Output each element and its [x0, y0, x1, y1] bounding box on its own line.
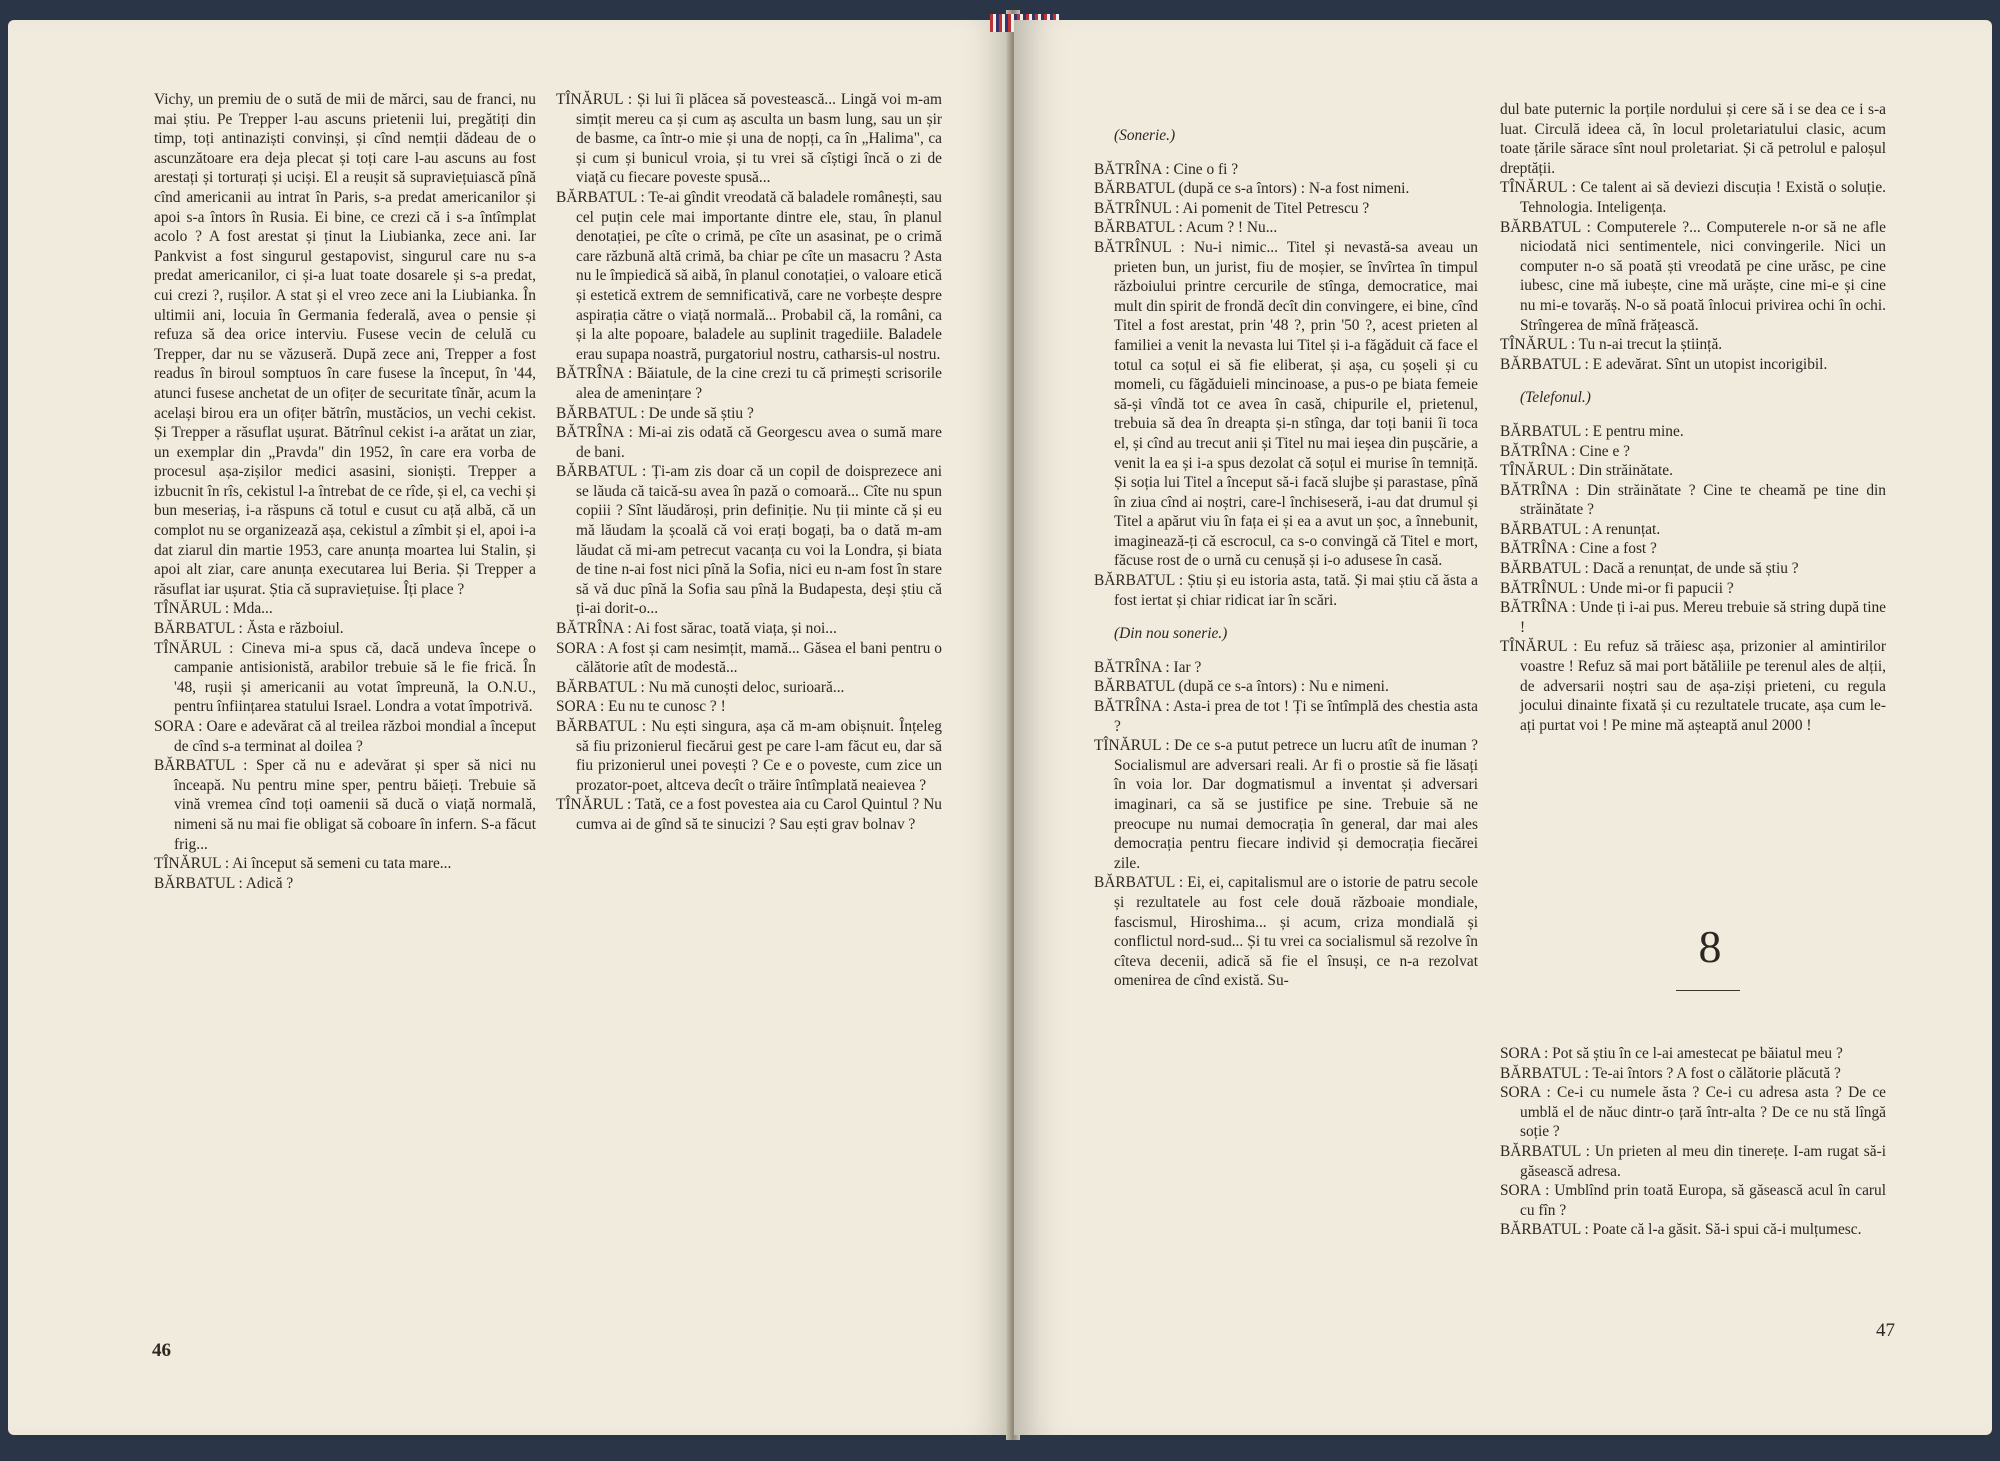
stage-direction: (Din nou sonerie.) — [1114, 625, 1228, 643]
dialogue-paragraph: BĂRBATUL : Nu mă cunoști deloc, surioară... — [556, 678, 845, 696]
dialogue-paragraph: BĂRBATUL : Adică ? — [154, 874, 294, 892]
dialogue-paragraph: BĂTRÎNA : Unde ți i-ai pus. Mereu trebuie să string după tine ! — [1500, 599, 1886, 636]
dialogue-paragraph: BĂTRÎNA : Din străinătate ? Cine te cheamă pe tine din străinătate ? — [1500, 481, 1886, 519]
dialogue-paragraph: BĂTRÎNA : Iar ? — [1094, 658, 1202, 676]
dialogue-paragraph: BĂRBATUL (după ce s-a întors) : Nu e nimeni. — [1094, 678, 1389, 696]
dialogue-paragraph: BĂTRÎNA : Cine o fi ? — [1094, 160, 1239, 178]
dialogue-paragraph: SORA : A fost și cam nesimțit, mamă... Găsea el bani pentru o călătorie atît de modestă... — [556, 639, 942, 677]
dialogue-paragraph: BĂTRÎNA : Ai fost sărac, toată viața, și noi... — [556, 620, 837, 638]
stage-direction: (Telefonul.) — [1520, 389, 1591, 407]
dialogue-paragraph: BĂRBATUL : Ăsta e războiul. — [154, 620, 344, 638]
dialogue-paragraph: BĂTRÎNA : Asta-i prea de tot ! Ți se întîmplă des chestia asta ? — [1094, 698, 1478, 735]
dialogue-paragraph: BĂRBATUL : Nu ești singura, așa că m-am obișnuit. Înțeleg să fiu prizonierul fiecărui gest pe care l-am făcut eu, dar să fiu prizonierul unei povești ? Ce e o poveste, cum zice un prozator-poet, altceva decît o trăire întîmplată neaievea ? — [556, 718, 942, 794]
dialogue-paragraph: BĂTRÎNA : Mi-ai zis odată că Georgescu avea o sumă mare de bani. — [556, 424, 942, 461]
dialogue-paragraph: TÎNĂRUL : De ce s-a putut petrece un lucru atît de inuman ? Socialismul are adversari reali. Ar fi o prostie să fie lăsați în voia lor. Dar dogmatismul a inventat și adversari imaginari, ca să se justifice pe sine. Trebuie să ne preocupe nu numai democrația în general, dar mai ales democrația pentru fiecare individ și democrația fiecărei zile. — [1094, 737, 1478, 872]
dialogue-paragraph: BĂRBATUL : E pentru mine. — [1500, 422, 1684, 440]
dialogue-paragraph: BĂTRÎNA : Cine a fost ? — [1500, 540, 1657, 558]
dialogue-paragraph: SORA : Ce-i cu numele ăsta ? Ce-i cu adresa asta ? De ce umblă el de năuc dintr-o țară într-alta ? De ce nu stă lîngă soție ? — [1500, 1084, 1886, 1141]
scene-rule — [1676, 990, 1740, 991]
dialogue-paragraph: BĂTRÎNA : Băiatule, de la cine crezi tu că primești scrisorile alea de amenințare ? — [556, 365, 942, 402]
dialogue-paragraph: SORA : Umblînd prin toată Europa, să găsească acul în carul cu fîn ? — [1500, 1182, 1886, 1219]
dialogue-paragraph: BĂRBATUL : Sper că nu e adevărat și sper să nici nu înceapă. Nu pentru mine sper, pentru băieți. Trebuie să vină vremea cînd toți oamenii să ducă o viață normală, nimeni să nu mai fie obligat să coboare în infern. S-a făcut frig... — [154, 757, 536, 853]
dialogue-paragraph: BĂRBATUL : Ei, ei, capitalismul are o istorie de patru secole și rezultatele au fost cele două războaie mondiale, fascismul, Hiroshima... și acum, criza mondială și conflictul nord-sud... Și tu vrei ca socialismul să rezolve în cîteva decenii, adică să fie el însuși, ce n-a rezolvat omenirea de cînd există. Su- — [1094, 874, 1478, 990]
dialogue-paragraph: TÎNĂRUL : Tată, ce a fost povestea aia cu Carol Quintul ? Nu cumva ai de gînd să te sinucizi ? Sau ești grav bolnav ? — [556, 796, 942, 833]
dialogue-paragraph: TÎNĂRUL : Eu refuz să trăiesc așa, prizonier al amintirilor voastre ! Refuz să mai port bătăliile pe terenul ales de alții, de adversarii noștri sau de așa-ziși prieteni, cu regula jocului dinainte fixată și cu rezultatele trucate, așa cum le-ați purtat voi ! Pe mine mă așteaptă anul 2000 ! — [1500, 638, 1886, 734]
dialogue-paragraph: BĂTRÎNA : Cine e ? — [1500, 442, 1630, 460]
dialogue-paragraph: BĂRBATUL : Știu și eu istoria asta, tată. Și mai știu că ăsta a fost iertat și chiar ridicat iar în scări. — [1094, 572, 1478, 609]
page-left — [8, 20, 1014, 1435]
dialogue-paragraph: SORA : Pot să știu în ce l-ai amestecat pe băiatul meu ? — [1500, 1045, 1843, 1062]
dialogue-paragraph: BĂRBATUL : Ți-am zis doar că un copil de doisprezece ani se lăuda că taică-su avea în pază o comoară... Cîte nu spun copiii ? Sînt lăudăroși, prin definiție. Nu ții minte că și eu mă lăudam la școală că voi erați bogați, ba o dată m-am lăudat că mi-am petrecut vacanța cu voi la Londra, și biata de tine n-ai fost nici pînă la Sofia, nici eu n-am fost în stare să vă duc pînă la Sofia sau pînă la Budapesta, deși știu că ți-ai dorit-o... — [556, 463, 942, 618]
dialogue-paragraph: BĂRBATUL (după ce s-a întors) : N-a fost nimeni. — [1094, 180, 1410, 198]
dialogue-paragraph: TÎNĂRUL : Din străinătate. — [1500, 462, 1673, 480]
dialogue-paragraph: BĂRBATUL : De unde să știu ? — [556, 404, 754, 422]
page-right — [1014, 20, 1992, 1435]
dialogue-paragraph: TÎNĂRUL : Tu n-ai trecut la știință. — [1500, 336, 1723, 354]
dialogue-paragraph: dul bate puternic la porțile nordului și cere să i se dea ce i s-a luat. Circulă ideea că, în locul proletariatului clasic, acum toate țările sărace sînt noul proletariat. Și că petrolul e paloșul dreptății. — [1500, 101, 1886, 177]
dialogue-paragraph: BĂRBATUL : Te-ai întors ? A fost o călătorie plăcută ? — [1500, 1064, 1841, 1082]
dialogue-paragraph: BĂRBATUL : Te-ai gîndit vreodată că baladele românești, sau cel puțin cele mai importante dintre ele, stau, în planul denotației, pe cîte o crimă, pe cîte un asasinat, pe o crimă care răzbună altă crimă, ba chiar pe cîte un masacru ? Asta nu le împiedică să aibă, în planul conotației, o valoare etică și estetică extrem de semnificativă, care ne vorbește despre aspirația către o viață normală... Probabil că, la români, ca și la alte popoare, baladele au suplinit tragediile. Baladele erau supapa noastră, purgatoriul nostru, catharsis-ul nostru. — [556, 188, 942, 363]
scene-number: 8 — [1698, 921, 1722, 972]
dialogue-paragraph: TÎNĂRUL : Mda... — [154, 600, 273, 618]
dialogue-paragraph: BĂRBATUL : Poate că l-a găsit. Să-i spui că-i mulțumesc. — [1500, 1221, 1862, 1239]
dialogue-paragraph: BĂRBATUL : Acum ? ! Nu... — [1094, 219, 1278, 237]
dialogue-paragraph: TÎNĂRUL : Și lui îi plăcea să povestească... Lingă voi m-am simțit mereu ca și cum aș asculta un basm lung, sau un șir de basme, ca într-o mie și una de nopți, ca în „Halima", ca și cum și bunicul vroia, și tu vrei să cîștigi încă o zi de viață cu fiecare poveste spusă... — [556, 91, 942, 187]
dialogue-paragraph: TÎNĂRUL : Ce talent ai să deviezi discuția ! Există o soluție. Tehnologia. Inteligența. — [1500, 179, 1886, 216]
left-column-1 — [154, 90, 536, 893]
dialogue-paragraph: SORA : Eu nu te cunosc ? ! — [556, 698, 726, 716]
dialogue-paragraph: SORA : Oare e adevărat că al treilea război mondial a început de cînd s-a terminat al doilea ? — [154, 718, 536, 755]
left-column-2 — [556, 90, 942, 835]
dialogue-paragraph: TÎNĂRUL : Ai început să semeni cu tata mare... — [154, 855, 452, 873]
dialogue-paragraph: BĂTRÎNUL : Ai pomenit de Titel Petrescu ? — [1094, 199, 1370, 217]
dialogue-paragraph: BĂRBATUL : Computerele ?... Computerele n-or să ne afle niciodată nici sentimentele, nici convingerile. Nici un computer n-o să poată ști vreodată pe cine urăsc, pe cine iubesc, cine mă iubește, cine mă urăște, cine mi-e și cine nu mi-e tovarăș. N-o să poată înlocui privirea ochi în ochi. Strîngerea de mînă frățească. — [1500, 218, 1886, 334]
dialogue-paragraph: BĂRBATUL : Un prieten al meu din tinerețe. I-am rugat să-i găsească adresa. — [1500, 1142, 1886, 1180]
dialogue-paragraph: BĂTRÎNUL : Unde mi-or fi papucii ? — [1500, 579, 1734, 597]
right-column-1 — [1094, 112, 1478, 991]
right-column-2 — [1500, 100, 1886, 735]
page-number-left: 46 — [152, 1340, 171, 1361]
dialogue-paragraph: BĂRBATUL : A renunțat. — [1500, 520, 1661, 538]
dialogue-paragraph: BĂTRÎNUL : Nu-i nimic... Titel și nevastă-sa aveau un prieten bun, un jurist, fiu de moșier, se învîrtea în timpul războiului printre cercurile de stînga, democratice, mai mult din spirit de frondă decît din convingere, ei bine, cînd Titel a fost arestat, prin '48 ?, prin '50 ?, acest prieten al familiei a venit la nevasta lui Titel și i-a făgăduit că face el totul ca soțul ei să fie eliberat, și așa, cu șoșeli și cu momeli, cu făgăduieli mincinoase, a pus-o pe biata femeie să-și vîndă tot ce avea în casă, chipurile el, prietenul, trebuia să dea în dreapta și-n stînga, dar toți banii îi toca el, și cînd au trecut anii și Titel nu mai ieșea din pușcărie, a venit la ea și i-a spus dezolat că soțul ei murise în temniță. Și soția lui Titel a început să-i facă slujbe și parastase, pînă în ziua cînd ai noștri, care-l închiseseră, i-au dat drumul și Titel a apărut viu în fața ei și ea a avut un șoc, a înnebunit, imaginează-ți că escrocul, ca s-o convingă că Titel e mort, făcuse rost de o urnă cu cenușă și i-o adusese în casă. — [1094, 238, 1478, 570]
right-column-2-scene-8 — [1500, 1044, 1886, 1240]
page-number-right: 47 — [1876, 1320, 1895, 1341]
dialogue-paragraph: TÎNĂRUL : Cineva mi-a spus că, dacă undeva începe o campanie antisionistă, arabilor trebuie să le fie frică. În '48, rușii și americanii au votat împreună, la O.N.U., pentru înființarea statului Israel. Londra a votat împotrivă. — [154, 639, 536, 716]
dialogue-paragraph: BĂRBATUL : E adevărat. Sînt un utopist incorigibil. — [1500, 355, 1828, 373]
dialogue-paragraph: BĂRBATUL : Dacă a renunțat, de unde să știu ? — [1500, 560, 1799, 578]
stage-direction: (Sonerie.) — [1114, 127, 1176, 144]
dialogue-paragraph: Vichy, un premiu de o sută de mii de mărci, sau de franci, nu mai știu. Pe Trepper l-au ascuns prietenii lui, pregătiți din timp, toți antinaziști convinși, și cînd nemții dădeau de o ascunzătoare era deja plecat și toți care l-au ascuns au fost arestați și torturați și uciși. El a reușit să supraviețuiască pînă cînd americanii au intrat în Paris, s-a predat americanilor și apoi s-a întors în Rusia. Ei bine, ce crezi că i s-a întîmplat acolo ? A fost arestat și ținut la Liubianka, zece ani. Iar Pankvist a fost singurul gestapovist, singurul care nu s-a predat americanilor, ci și-a luat toate dosarele și s-a predat, cui crezi ?, rușilor. A stat și el vreo zece ani la Liubianka. În ultimii ani, locuia în Germania federală, avea o pensie și refuza să dea orice interviu. Fusese vecin de celulă cu Trepper, dar nu se văzuseră. După zece ani, Trepper a fost readus în biroul somptuos în care fusese la început, în '44, atunci fusese anchetat de un ofițer de securitate tînăr, acum la același birou era un ofițer bătrîn, mustăcios, un vechi cekist. Și Trepper a răsuflat ușurat. Bătrînul cekist i-a arătat un ziar, un exemplar din „Pravda" din 1952, în care era vorba de procesul așa-zișilor medici asasini, sioniști. Trepper a izbucnit în rîs, cekistul l-a întrebat de ce rîde, și el, ca vechi și bun meseriaș, i-a răspuns că totul e cusut cu ață albă, că un complot nu se organizează așa, cekistul a zîmbit și el, apoi i-a dat ziarul din martie 1953, care anunța moartea lui Stalin, și apoi alt ziar, care anunța executarea lui Beria. Și Trepper a răsuflat iar ușurat. Știa că supraviețuise. Îți place ? — [154, 91, 536, 598]
